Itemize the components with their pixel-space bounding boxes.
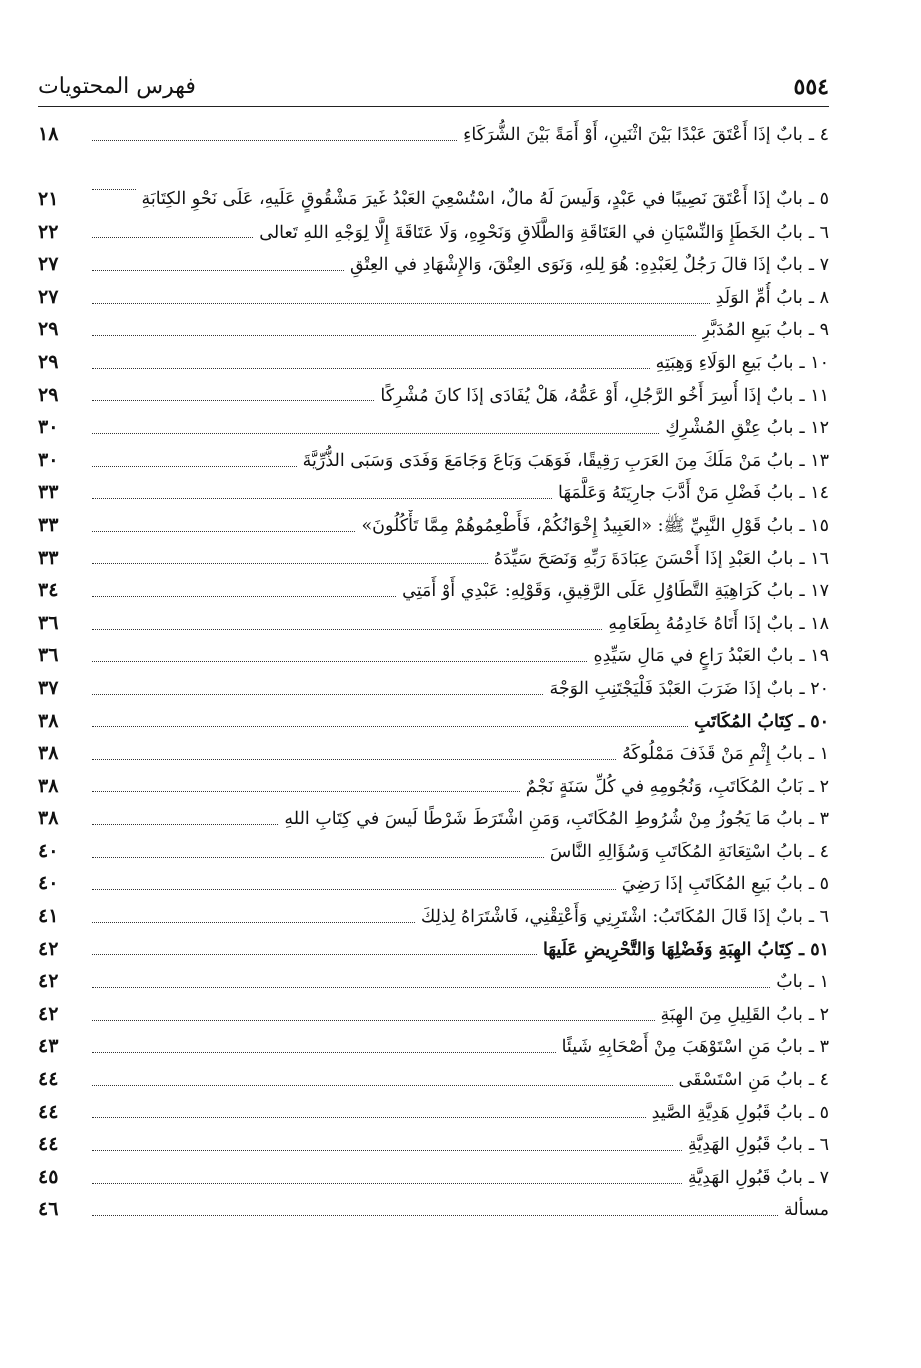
entry-title: بابٌ إذَا ضَرَبَ العَبْدَ فَلْيَجْتَنِبِ الوَجْهَ (549, 678, 794, 699)
page-number: ٥٥٤ (793, 74, 829, 100)
entry-title: بابُ مَنِ اسْتَوْهَبَ مِنْ أَصْحَابِهِ شَيئًا (561, 1037, 803, 1058)
entry-title: بابٌ العَبْدُ رَاعٍ في مَالِ سَيِّدِهِ (593, 646, 794, 667)
dot-leader (92, 466, 297, 467)
entry-page: ٤٣ (38, 1035, 59, 1058)
toc-entry (38, 248, 829, 281)
entry-page: ٣٨ (38, 774, 59, 797)
entry-number: ٢ ـ (808, 1004, 829, 1025)
entry-number: ٥ ـ (808, 189, 829, 209)
entry-page: ٣٤ (38, 579, 59, 602)
entry-title: كِتَابُ المُكَاتَبِ (694, 711, 793, 732)
dot-leader (92, 726, 688, 727)
entry-title: بابُ الخَطَإِ وَالنِّسْيَانِ في العَتَاقَةِ وَالطَّلَاقِ وَنَحْوِهِ، وَلَا عَتَاقَةَ إِلَّا لِوَجْهِ اللهِ تَعالى (259, 222, 803, 243)
entry-number: ١ ـ (808, 972, 829, 993)
toc-entry (38, 509, 829, 542)
entry-number: ٦ ـ (808, 907, 829, 928)
dot-leader (92, 189, 136, 190)
entry-title: مسألة (783, 1200, 829, 1221)
toc-entry (38, 1193, 829, 1226)
toc-entry (38, 118, 829, 151)
toc-entry (38, 281, 829, 314)
entry-page: ٢٩ (38, 383, 59, 406)
dot-leader (92, 531, 355, 532)
table-of-contents (38, 118, 829, 1226)
dot-leader (92, 857, 544, 858)
toc-entry (38, 867, 829, 900)
toc-entry (38, 802, 829, 835)
entry-title: بابُ العَبْدِ إذَا أَحْسَنَ عِبَادَةَ رَبِّهِ وَنَصَحَ سَيِّدَهُ (493, 548, 794, 569)
dot-leader (92, 661, 587, 662)
entry-page: ٢١ (38, 188, 59, 210)
entry-number: ١٢ ـ (799, 418, 829, 439)
toc-entry (38, 900, 829, 933)
entry-number: ٥٠ ـ (798, 711, 829, 732)
toc-book-entry (38, 705, 829, 738)
toc-entry (38, 379, 829, 412)
dot-leader (92, 433, 659, 434)
dot-leader (92, 596, 396, 597)
entry-page: ٣٨ (38, 807, 59, 830)
toc-entry (38, 639, 829, 672)
dot-leader (92, 140, 457, 141)
dot-leader (92, 368, 650, 369)
dot-leader (92, 563, 488, 564)
entry-title: بابُ مَا يَجُوزُ مِنْ شُرُوطِ المُكَاتَبِ، وَمَنِ اشْتَرَطَ شَرْطًا لَيسَ في كِتَابِ اللهِ (284, 809, 803, 830)
entry-title: بابُ قَوْلِ النَّبِيِّ ﷺ: «العَبِيدُ إِخْوَانُكُمْ، فَأَطْعِمُوهُمْ مِمَّا تَأْكُلُونَ» (361, 515, 794, 536)
entry-title: بابُ القَلِيلِ مِنَ الهِبَةِ (660, 1004, 803, 1025)
entry-title: بابٌ إذَا أَعْتَقَ نَصِيبًا في عَبْدٍ، وَلَيسَ لَهُ مالٌ، اسْتُسْعِيَ العَبْدُ غَيرَ مَشْقُوقٍ عَلَيهِ، عَلَى نَحْوِ الكِتَابَةِ (141, 188, 803, 209)
entry-page: ٤٢ (38, 937, 59, 960)
entry-title: بابُ مَنِ اسْتَسْقَى (678, 1070, 803, 1091)
dot-leader (92, 335, 696, 336)
entry-number: ١٣ ـ (799, 450, 829, 471)
entry-page: ٢٩ (38, 350, 59, 373)
entry-number: ١٠ ـ (799, 352, 829, 373)
entry-title: بابُ أُمِّ الوَلَدِ (715, 287, 803, 308)
entry-title: بابٌ إذَا قَالَ المُكَاتَبُ: اشْتَرِنِي وَأَعْتِقْنِي، فَاشْتَرَاهُ لِذلِكَ (420, 907, 803, 928)
toc-entry (38, 998, 829, 1031)
dot-leader (92, 987, 770, 988)
entry-page: ٤١ (38, 905, 59, 928)
dot-leader (92, 1150, 682, 1151)
entry-page: ٢٧ (38, 285, 59, 308)
dot-leader (92, 270, 344, 271)
entry-page: ٣٣ (38, 481, 59, 504)
dot-leader (92, 824, 278, 825)
entry-page: ٤٢ (38, 1002, 59, 1025)
entry-number: ٢٠ ـ (799, 678, 829, 699)
toc-entry (38, 476, 829, 509)
entry-title: بابُ قَبُولِ هَدِيَّةِ الصَّيدِ (651, 1102, 803, 1123)
dot-leader (92, 1117, 646, 1118)
entry-page: ٤٤ (38, 1068, 59, 1091)
dot-leader (92, 400, 374, 401)
entry-number: ٧ ـ (808, 255, 829, 276)
entry-title: بابُ مَنْ مَلَكَ مِنَ العَرَبِ رَقِيقًا، فَوَهَبَ وَبَاعَ وَجَامَعَ وَفَدَى وَسَبَى الذُّرِّيَّةَ (302, 450, 794, 471)
toc-entry (38, 542, 829, 575)
dot-leader (92, 303, 710, 304)
entry-title: بابُ فَضْلِ مَنْ أَدَّبَ جارِيَتَهُ وَعَلَّمَهَا (558, 483, 794, 504)
entry-number: ٥١ ـ (798, 939, 829, 960)
entry-page: ٢٧ (38, 253, 59, 276)
dot-leader (92, 759, 616, 760)
entry-number: ٧ ـ (808, 1167, 829, 1188)
dot-leader (92, 694, 543, 695)
dot-leader (92, 1215, 778, 1216)
toc-entry (38, 151, 829, 216)
entry-page: ٢٢ (38, 220, 59, 243)
dot-leader (92, 498, 552, 499)
entry-title: بَابُ المُكَاتَبِ، وَنُجُومِهِ في كُلِّ سَنَةٍ نَجْمٌ (525, 776, 803, 797)
toc-entry (38, 1096, 829, 1129)
entry-title: بابُ قَبُولِ الهَدِيَّةِ (687, 1135, 803, 1156)
toc-book-entry (38, 933, 829, 966)
entry-number: ٦ ـ (808, 1135, 829, 1156)
dot-leader (92, 237, 253, 238)
entry-title: بابُ قَبُولِ الهَدِيَّةِ (687, 1167, 803, 1188)
toc-entry (38, 672, 829, 705)
entry-title: بابُ اسْتِعَانَةِ المُكَاتَبِ وَسُؤَالِهِ النَّاسَ (549, 841, 803, 862)
dot-leader (92, 1020, 655, 1021)
entry-title: بابٌ إذَا أَعْتَقَ عَبْدًا بَيْنَ اثْنَينِ، أَوْ أَمَةً بَيْنَ الشُّرَكَاءِ (463, 125, 803, 145)
entry-title: بابُ إِثْمِ مَنْ قَذَفَ مَمْلُوكَهُ (622, 744, 803, 765)
toc-entry (38, 607, 829, 640)
entry-number: ٣ ـ (808, 809, 829, 830)
entry-page: ٣٦ (38, 644, 59, 667)
toc-entry (38, 770, 829, 803)
toc-entry (38, 411, 829, 444)
entry-number: ٦ ـ (808, 222, 829, 243)
page-header (38, 72, 829, 107)
toc-entry (38, 1161, 829, 1194)
entry-number: ٤ ـ (808, 1070, 829, 1091)
dot-leader (92, 1085, 673, 1086)
dot-leader (92, 922, 415, 923)
dot-leader (92, 889, 616, 890)
entry-page: ٤٦ (38, 1198, 59, 1221)
dot-leader (92, 1183, 682, 1184)
toc-entry (38, 1128, 829, 1161)
toc-entry (38, 1063, 829, 1096)
entry-page: ٣٧ (38, 676, 59, 699)
dot-leader (92, 791, 520, 792)
entry-number: ١٧ ـ (799, 581, 829, 602)
toc-entry (38, 1030, 829, 1063)
toc-entry (38, 574, 829, 607)
dot-leader (92, 629, 602, 630)
entry-page: ٣٨ (38, 709, 59, 732)
entry-number: ١٦ ـ (799, 548, 829, 569)
entry-page: ٢٩ (38, 318, 59, 341)
entry-page: ٤٢ (38, 970, 59, 993)
entry-number: ١٨ ـ (799, 613, 829, 634)
entry-page: ٣٦ (38, 611, 59, 634)
entry-page: ٣٠ (38, 416, 59, 439)
entry-number: ١ ـ (808, 744, 829, 765)
entry-number: ١٩ ـ (799, 646, 829, 667)
entry-page: ٣٣ (38, 546, 59, 569)
entry-number: ١٤ ـ (799, 483, 829, 504)
entry-title: بابُ بَيعِ المُدَبَّرِ (701, 320, 803, 341)
entry-title: بابُ كَرَاهِيَةِ التَّطَاوُلِ عَلَى الرَّقِيقِ، وَقَوْلِهِ: عَبْدِي أَوْ أَمَتِي (402, 581, 794, 602)
entry-page: ١٨ (38, 123, 59, 145)
entry-number: ٤ ـ (808, 125, 829, 145)
toc-entry (38, 737, 829, 770)
entry-page: ٤٤ (38, 1133, 59, 1156)
entry-title: بابُ بَيعِ المُكَاتَبِ إذَا رَضِيَ (621, 874, 803, 895)
entry-number: ٨ ـ (808, 287, 829, 308)
entry-page: ٣٨ (38, 742, 59, 765)
entry-title: بابٌ إذَا أَتَاهُ خَادِمُهُ بِطَعَامِهِ (608, 613, 794, 634)
entry-number: ٣ ـ (808, 1037, 829, 1058)
entry-number: ٢ ـ (808, 776, 829, 797)
running-title: فهرس المحتويات (38, 74, 196, 99)
entry-page: ٣٣ (38, 513, 59, 536)
entry-number: ١٥ ـ (799, 515, 829, 536)
entry-number: ٤ ـ (808, 841, 829, 862)
entry-page: ٤٤ (38, 1100, 59, 1123)
dot-leader (92, 954, 537, 955)
entry-page: ٣٠ (38, 448, 59, 471)
entry-title: بابُ بَيعِ الوَلَاءِ وَهِبَتِهِ (655, 352, 794, 373)
toc-entry (38, 965, 829, 998)
toc-entry (38, 444, 829, 477)
entry-title: بابُ عِتْقِ المُشْرِكِ (665, 418, 794, 439)
toc-entry (38, 346, 829, 379)
toc-entry (38, 216, 829, 249)
dot-leader (92, 1052, 556, 1053)
entry-number: ٥ ـ (808, 874, 829, 895)
entry-page: ٤٠ (38, 839, 59, 862)
toc-entry (38, 835, 829, 868)
entry-title: كِتَابُ الهِبَةِ وَفَضْلِهَا وَالتَّحْرِيضِ عَلَيهَا (542, 939, 793, 960)
entry-title: بابٌ إذَا قالَ رَجُلٌ لِعَبْدِهِ: هُوَ لِلهِ، وَنَوَى العِتْقَ، وَالإِشْهَادِ في العِتْقِ (350, 255, 803, 276)
entry-number: ٩ ـ (808, 320, 829, 341)
entry-title: بابٌ (776, 972, 803, 993)
entry-page: ٤٠ (38, 872, 59, 895)
entry-number: ١١ ـ (799, 385, 829, 406)
entry-title: بابٌ إذَا أُسِرَ أَخُو الرَّجُلِ، أَوْ عَمُّهُ، هَلْ يُفَادَى إذَا كانَ مُشْرِكًا (380, 385, 794, 406)
entry-page: ٤٥ (38, 1165, 59, 1188)
entry-number: ٥ ـ (808, 1102, 829, 1123)
toc-entry (38, 313, 829, 346)
